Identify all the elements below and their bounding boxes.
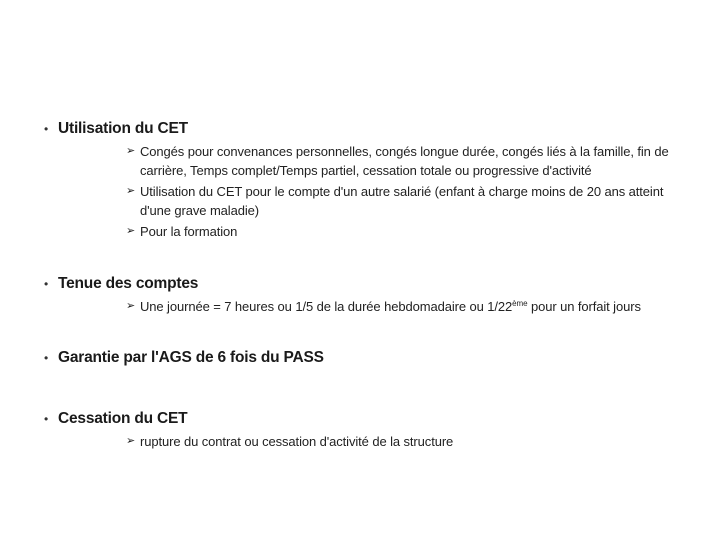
arrow-bullet-icon: ➢ xyxy=(126,300,136,312)
list-item-text: rupture du contrat ou cessation d'activité de la structure xyxy=(140,434,454,449)
arrow-bullet-icon: ➢ xyxy=(126,225,136,237)
list-item xyxy=(126,182,684,220)
list-item-text xyxy=(140,297,676,316)
bullet-icon: • xyxy=(44,122,49,136)
section-utilisation xyxy=(44,120,684,243)
sub-list xyxy=(126,432,684,451)
sub-list xyxy=(126,297,684,316)
section-garantie xyxy=(44,349,684,367)
section-heading: Garantie par l'AGS de 6 fois du PASS xyxy=(58,349,324,366)
list-item-text: Utilisation du CET pour le compte d'un autre salarié (enfant à charge moins de 20 ans atteint d'une grave maladie) xyxy=(140,184,664,218)
superscript-text: ème xyxy=(512,299,528,308)
bullet-icon: • xyxy=(44,351,49,365)
arrow-bullet-icon: ➢ xyxy=(126,185,136,197)
list-item-text-tail: pour un forfait jours xyxy=(527,299,641,314)
list-item xyxy=(126,432,684,451)
section-heading-row xyxy=(44,120,684,138)
arrow-bullet-icon: ➢ xyxy=(126,435,136,447)
arrow-bullet-icon: ➢ xyxy=(126,145,136,157)
list-item-text-main: Une journée = 7 heures ou 1/5 de la durée hebdomadaire ou 1/22 xyxy=(140,299,513,314)
sub-list xyxy=(126,142,684,241)
section-heading: Cessation du CET xyxy=(58,410,188,427)
section-tenue xyxy=(44,275,684,318)
list-item xyxy=(126,142,684,180)
list-item-text: Congés pour convenances personnelles, congés longue durée, congés liés à la famille, fin de carrière, Temps complet/Temps partiel, cessation totale ou progressive d'activité xyxy=(140,144,669,178)
bullet-icon: • xyxy=(44,277,49,291)
section-heading-row xyxy=(44,349,684,367)
bullet-icon: • xyxy=(44,412,49,426)
list-item-text: Pour la formation xyxy=(140,224,238,239)
list-item xyxy=(126,222,684,241)
section-heading: Utilisation du CET xyxy=(58,120,188,137)
section-heading-row xyxy=(44,275,684,293)
list-item xyxy=(126,297,684,316)
section-cessation xyxy=(44,410,684,453)
section-heading-row xyxy=(44,410,684,428)
section-heading: Tenue des comptes xyxy=(58,275,199,292)
